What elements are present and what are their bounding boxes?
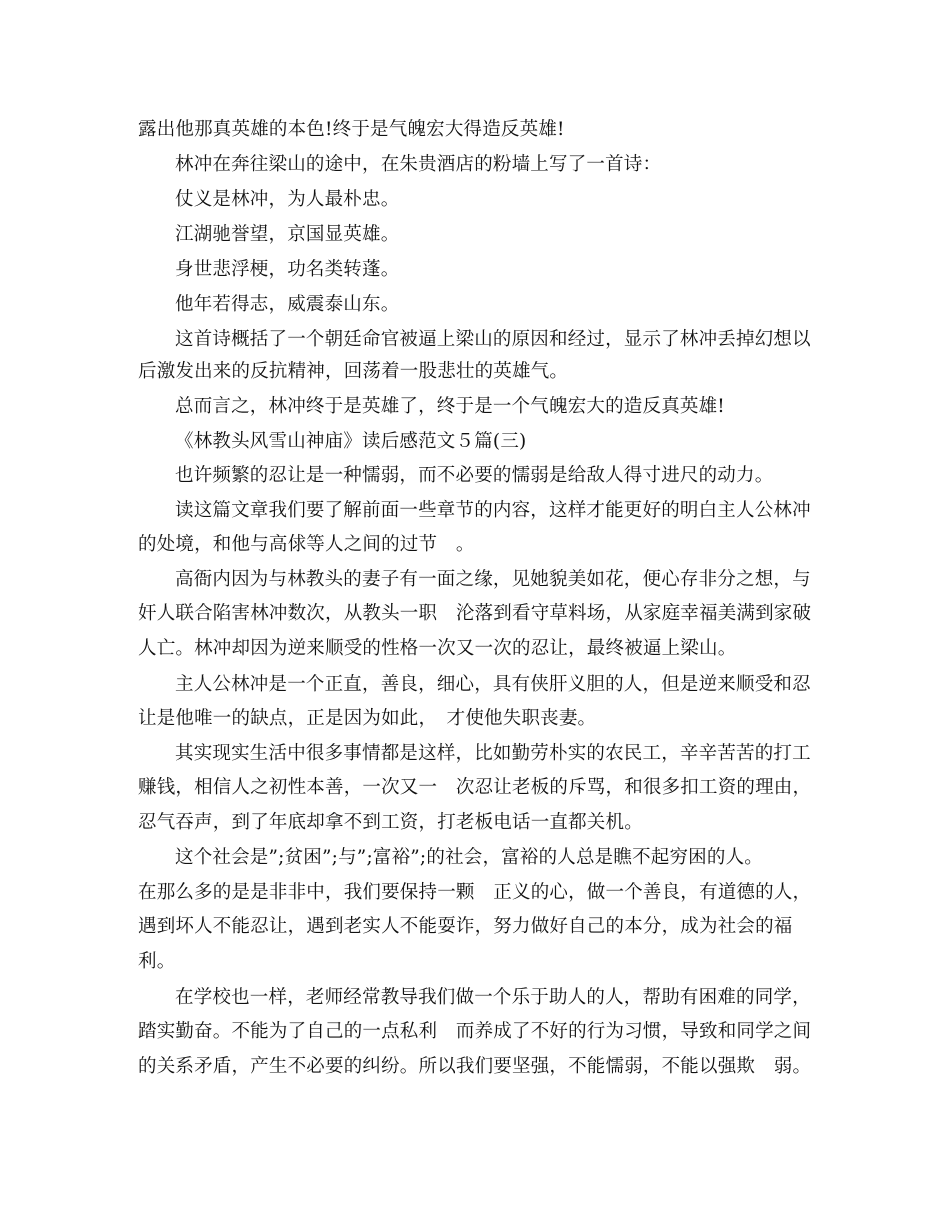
text-line: 露出他那真英雄的本色!终于是气魄宏大得造反英雄! <box>138 119 565 140</box>
text-line: 人亡。林冲却因为逆来顺受的性格一次又一次的忍让，最终被逼上梁山。 <box>138 638 737 659</box>
text-line: 在那么多的是是非非中，我们要保持一颗 正义的心，做一个善良，有道德的人， <box>138 882 812 903</box>
text-line: 奸人联合陷害林冲数次，从教头一职 沦落到看守草料场，从家庭幸福美满到家破 <box>138 603 812 624</box>
text-line: 让是他唯一的缺点，正是因为如此， 才使他失职丧妻。 <box>138 708 597 729</box>
text-line: 林冲在奔往梁山的途中，在朱贵酒店的粉墙上写了一首诗： <box>175 154 662 175</box>
text-line: 他年若得志，威震泰山东。 <box>175 294 400 315</box>
section-heading: 《林教头风雪山神庙》读后感范文５篇(三) <box>175 431 527 452</box>
text-line: 其实现实生活中很多事情都是这样，比如勤劳朴实的农民工，辛辛苦苦的打工 <box>175 743 811 764</box>
text-line: 利。 <box>138 951 176 972</box>
text-line: 总而言之，林冲终于是英雄了，终于是一个气魄宏大的造反真英雄! <box>175 396 725 417</box>
text-line: 这首诗概括了一个朝廷命官被逼上梁山的原因和经过，显示了林冲丢掉幻想以 <box>175 329 811 350</box>
text-line: 江湖驰誉望，京国显英雄。 <box>175 224 400 245</box>
text-line: 身世悲浮梗，功名类转蓬。 <box>175 259 400 280</box>
text-line: 后激发出来的反抗精神，回荡着一股悲壮的英雄气。 <box>138 361 569 382</box>
text-line: 高衙内因为与林教头的妻子有一面之缘，见她貌美如花，便心存非分之想，与 <box>175 569 811 590</box>
text-line: 主人公林冲是一个正直，善良，细心，具有侠肝义胆的人，但是逆来顺受和忍 <box>175 674 811 695</box>
text-line: 这个社会是”;贫困”;与”;富裕”;的社会，富裕的人总是瞧不起穷困的人。 <box>175 847 763 868</box>
text-line: 读这篇文章我们要了解前面一些章节的内容，这样才能更好的明白主人公林冲 <box>175 500 811 521</box>
text-line: 忍气吞声，到了年底却拿不到工资，打老板电话一直都关机。 <box>138 812 643 833</box>
text-line: 赚钱，相信人之初性本善，一次又一 次忍让老板的斥骂，和很多扣工资的理由， <box>138 777 812 798</box>
text-line: 遇到坏人不能忍让，遇到老实人不能耍诈，努力做好自己的本分，成为社会的福 <box>138 916 793 937</box>
text-line: 的关系矛盾，产生不必要的纠纷。所以我们要坚强，不能懦弱，不能以强欺 弱。 <box>138 1056 812 1077</box>
text-line: 在学校也一样，老师经常教导我们做一个乐于助人的人，帮助有困难的同学， <box>175 987 811 1008</box>
text-line: 踏实勤奋。不能为了自己的一点私利 而养成了不好的行为习惯，导致和同学之间 <box>138 1021 812 1042</box>
text-line: 的处境，和他与高俅等人之间的过节 。 <box>138 534 475 555</box>
text-line: 也许频繁的忍让是一种懦弱，而不必要的懦弱是给敌人得寸进尺的动力。 <box>175 465 774 486</box>
text-line: 仗义是林冲，为人最朴忠。 <box>175 189 400 210</box>
